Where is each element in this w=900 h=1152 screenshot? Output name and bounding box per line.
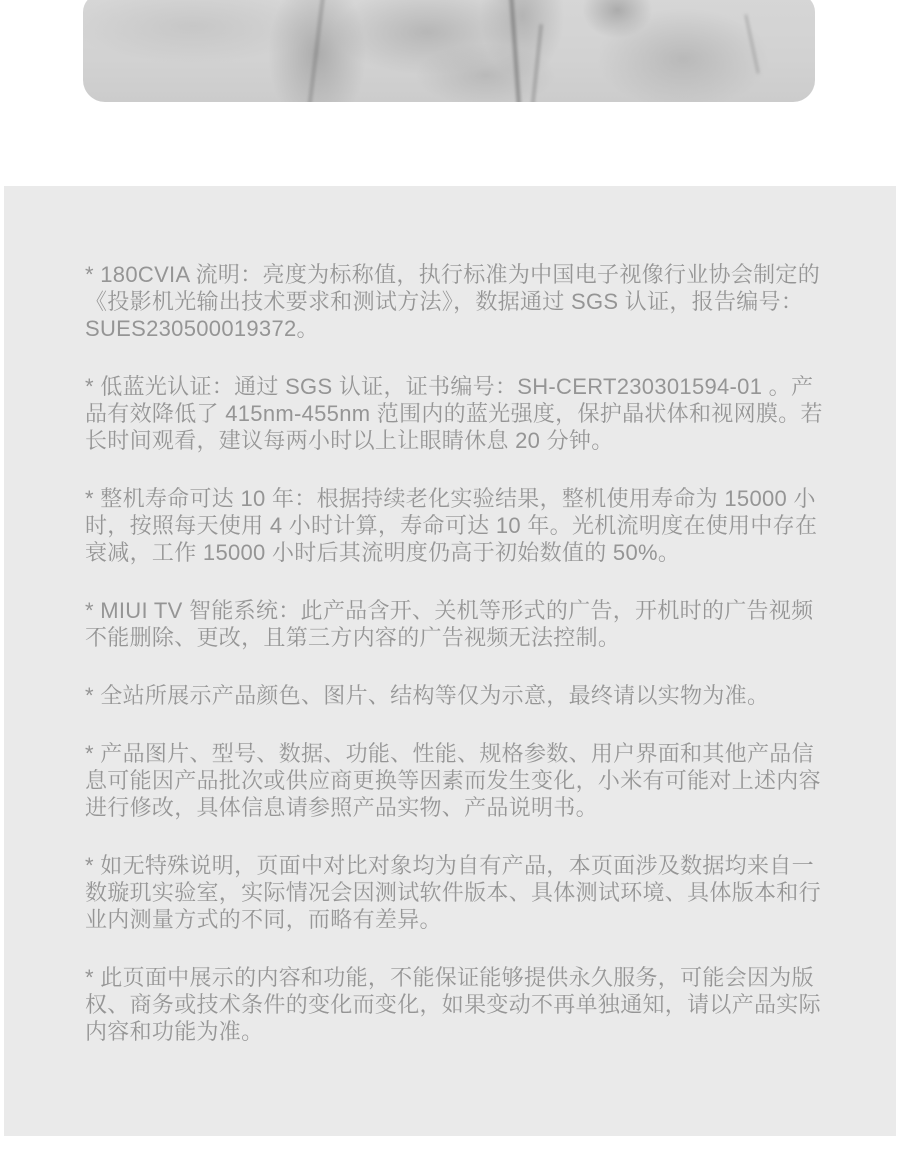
marble-vein-decoration [530, 24, 542, 102]
disclaimer-paragraph-product-info: * 产品图片、型号、数据、功能、性能、规格参数、用户界面和其他产品信息可能因产品批次或供应商更换等因素而发生变化，小米有可能对上述内容进行修改，具体信息请参照产品实物、产品说明书。 [85, 741, 821, 820]
marble-vein-decoration [745, 14, 759, 73]
disclaimer-paragraph-brightness: * 180CVIA 流明：亮度为标称值，执行标准为中国电子视像行业协会制定的《投影机光输出技术要求和测试方法》，数据通过 SGS 认证，报告编号：SUES230500019372。 [85, 262, 821, 341]
disclaimer-paragraph-miui-tv: * MIUI TV 智能系统：此产品含开、关机等形式的广告，开机时的广告视频不能删除、更改，且第三方内容的广告视频无法控制。 [85, 598, 814, 650]
marble-vein-decoration [508, 0, 521, 102]
disclaimer-paragraph-test-data: * 如无特殊说明，页面中对比对象均为自有产品，本页面涉及数据均来自一数璇玑实验室，实际情况会因测试软件版本、具体测试环境、具体版本和行业内测量方式的不同，而略有差异。 [85, 853, 821, 932]
disclaimer-paragraph-display-notice: * 全站所展示产品颜色、图片、结构等仅为示意，最终请以实物为准。 [85, 683, 770, 708]
product-image-marble [83, 0, 815, 102]
disclaimer-paragraph-service-notice: * 此页面中展示的内容和功能，不能保证能够提供永久服务，可能会因为版权、商务或技术条件的变化而变化，如果变动不再单独通知，请以产品实际内容和功能为准。 [85, 965, 821, 1044]
disclaimer-paragraph-low-blue-light: * 低蓝光认证：通过 SGS 认证，证书编号：SH-CERT230301594-01 。产品有效降低了 415nm-455nm 范围内的蓝光强度，保护晶状体和视网膜。若长时间观看，建议每两小时以上让眼睛休息 20 分钟。 [85, 374, 823, 453]
marble-vein-decoration [307, 0, 326, 102]
disclaimer-section [4, 186, 896, 1136]
disclaimer-paragraph-lifespan: * 整机寿命可达 10 年：根据持续老化实验结果，整机使用寿命为 15000 小时，按照每天使用 4 小时计算，寿命可达 10 年。光机流明度在使用中存在衰减，工作 15000 小时后其流明度仍高于初始数值的 50%。 [85, 486, 818, 565]
